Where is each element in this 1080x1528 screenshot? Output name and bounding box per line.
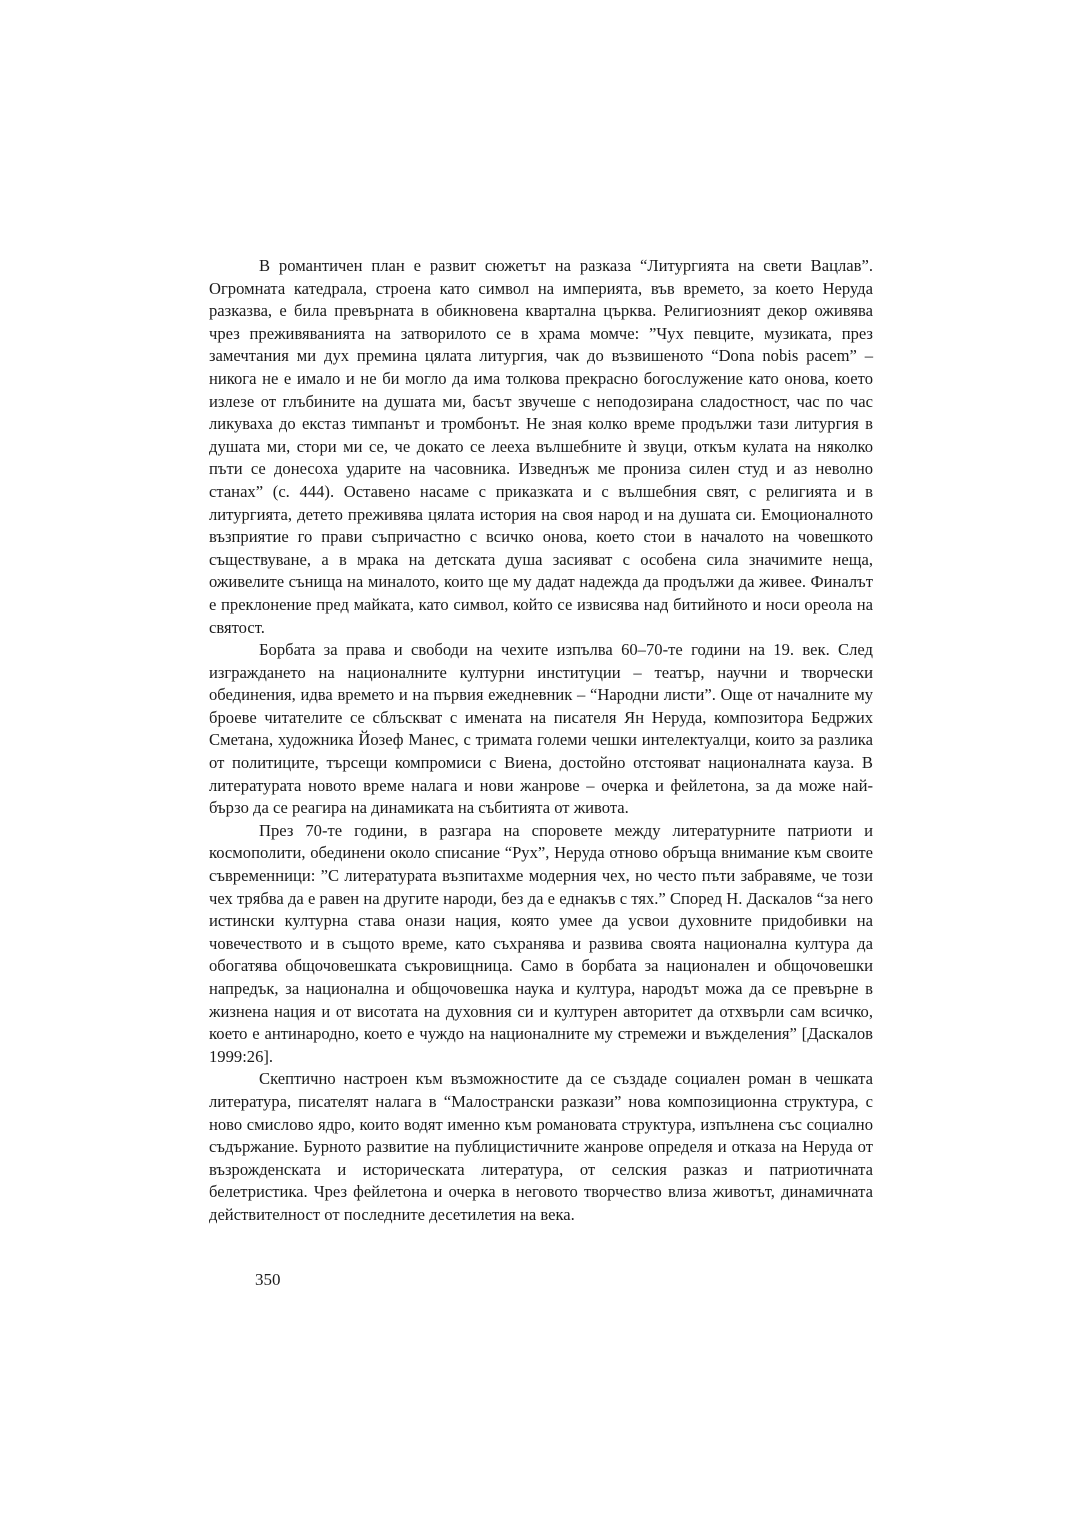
paragraph-sceptical: Скептично настроен към възможностите да се създаде социален роман в чешката литература, писателят налага в “Малострански разкази” нова композиционна структура, с ново смислово ядро, които водят именно към романовата структура, изпълнена със социално съдържание. Бурното развитие на публицистичните жанрове определя и отказа на Неруда от възрожденската и историческата литература, от селския разказ и патриотичната белетристика. Чрез фейлетона и очерка в неговото творчество влиза животът, динамичната действителност от последните десетилетия на века. bbox=[209, 1069, 873, 1224]
body-text bbox=[209, 255, 873, 1227]
page-number: 350 bbox=[255, 1270, 281, 1289]
paragraph-struggle: Борбата за права и свободи на чехите изпълва 60–70-те години на 19. век. След изграждането на националните културни институции – театър, научни и творчески обединения, идва времето и на първия ежедневник – “Народни листи”. Още от началните му броеве читателите се сблъскват с имената на писателя Ян Неруда, композитора Бедржих Сметана, художника Йозеф Манес, с тримата големи чешки интелектуалци, които за разлика от политиците, търсещи компромиси с Виена, достойно отстояват националната кауза. В литературата новото време налага и нови жанрове – очерка и фейлетона, за да може най-бързо да се реагира на динамиката на събитията от живота. bbox=[209, 640, 873, 818]
paragraph-liturgy: В романтичен план е развит сюжетът на разказа “Литургията на свети Вацлав”. Огромната катедрала, строена като символ на империята, във времето, за което Неруда разказва, е била превърната в обикновена квартална църква. Религиозният декор оживява чрез преживяванията на затворилото се в храма момче: ”Чух певците, музиката, през замечтания ми дух премина цялата литургия, чак до възвишеното “Dona nobis pacem” – никога не е имало и не би могло да има толкова прекрасно богослужение като онова, което излезе от глъбините на душата ми, басът звучеше с неподозирана сладостност, час по час ликуваха до екстаз тимпанът и тромбонът. Не зная колко време продължи тази литургия в душата ми, стори ми се, че докато се лееха вълшебните ѝ звуци, откъм кулата на няколко пъти се донесоха ударите на часовника. Изведнъж ме прониза силен студ и аз неволно станах” (с. 444). Оставено насаме с приказката и с вълшебния свят, с религията и в литургията, детето преживява цялата история на своя народ и на душата си. Емоционалното възприятие го прави съпричастно с всичко онова, което стои в началото на човешкото съществуване, а в мрака на детската душа засияват с особена сила значимите неща, оживелите сънища на миналото, които ще му дадат надежда да продължи да живее. Финалът е преклонение пред майката, като символ, който се извисява над битийното и носи ореола на святост. bbox=[209, 256, 873, 637]
paragraph-seventies: През 70-те години, в разгара на споровете между литературните патриоти и космополити, обединени около списание “Рух”, Неруда отново обръща внимание към своите съвременници: ”С литературата възпитахме модерния чех, но често пъти забравяме, че този чех трябва да е равен на другите народи, без да е еднакъв с тях.” Според Н. Даскалов “за него истински културна става онази нация, която умее да усвои духовните придобивки на човечеството и в същото време, като съхранява и развива своята национална култура да обогатява общочовешката съкровищница. Само в борбата за национален и общочовешки напредък, за национална и общочовешка наука и култура, народът можа да се превърне в жизнена нация и от висотата на духовния си и културен авторитет да отхвърли сам всичко, което е антинародно, което е чуждо на националните му стремежи и въжделения” [Даскалов 1999:26]. bbox=[209, 820, 873, 1066]
